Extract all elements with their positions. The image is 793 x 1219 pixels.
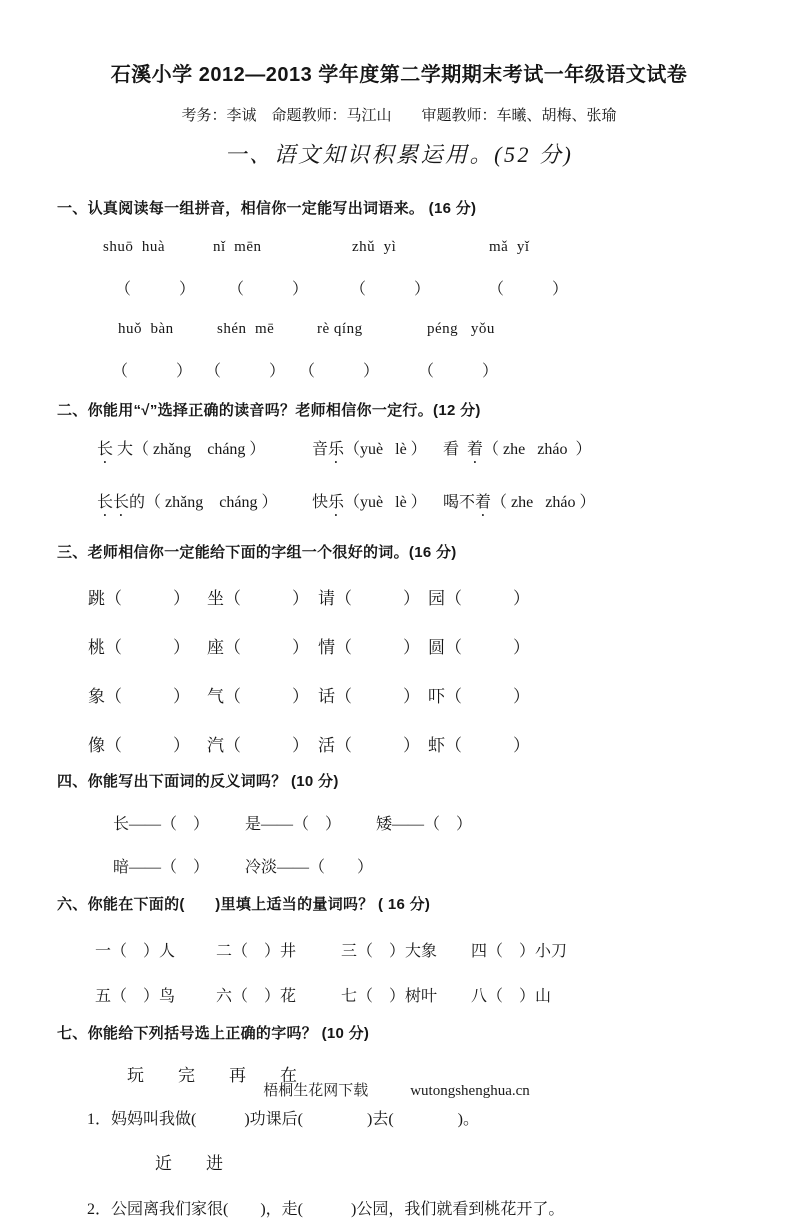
antonym-item: 暗——（ ） [113,859,210,876]
word-build-cell [428,731,741,756]
antonym-item: 矮——（ ） [376,816,473,833]
choice-text: （yuè lè ） [344,441,427,458]
given-char: 活 [318,736,335,755]
answer-blank: （ ） [335,687,420,706]
choice-text: （ zhe zháo ） [491,494,596,511]
pronunciation-item [312,489,443,520]
pronunciation-item [443,489,741,520]
answer-blank: （ ） [224,687,309,706]
answer-blank: （ ） [335,638,420,657]
part1-heading: 一、语文知识积累运用。(52 分) [224,142,574,167]
word-build-cell [428,633,741,658]
word-text: 喝不 [443,494,476,511]
measure-word-item: 八（ ）山 [471,988,552,1005]
given-char: 座 [207,638,224,657]
measure-word-item: 四（ ）小刀 [471,943,568,960]
answer-blank: （ ） [205,363,286,380]
measure-word-item: 六（ ）花 [216,988,297,1005]
pinyin-row-1 [57,239,741,256]
word-bank-1: 玩 完 再 在 [127,1066,297,1085]
emphasized-char: 乐 [328,441,345,458]
word-build-cell [428,584,741,609]
word-build-cell [428,682,741,707]
pinyin-item: huǒ bàn [118,321,174,337]
given-char: 气 [207,687,224,706]
answer-blank: （ ） [115,281,196,298]
antonym-item: 是——（ ） [245,816,342,833]
given-char: 吓 [428,687,445,706]
pronunciation-item [312,436,443,467]
answer-blank: （ ） [112,363,193,380]
answer-blank: （ ） [105,687,190,706]
word-build-cell [207,682,318,707]
word-build-row [57,731,741,756]
pinyin-item: shén mē [217,321,275,337]
section2-heading: 二、你能用“√”选择正确的读音吗？老师相信你一定行。(12 分) [57,402,481,419]
answer-blank: （ ） [224,589,309,608]
fill-in-sentence-2: 2．公园离我们家很( )，走( )公园，我们就看到桃花开了。 [87,1201,565,1218]
pinyin-item: shuō huà [103,239,165,255]
answer-blank: （ ） [335,589,420,608]
word-build-cell [88,731,207,756]
answer-blank: （ ） [105,638,190,657]
emphasized-char: 长 [97,441,114,458]
word-build-row [57,633,741,658]
measure-word-item: 三（ ）大象 [341,943,438,960]
choice-text: 的（ zhǎng cháng ） [129,494,278,511]
pinyin-item: rè qíng [317,321,363,337]
word-build-row [57,682,741,707]
section4-heading: 四、你能写出下面词的反义词吗？ (10 分) [57,773,339,790]
word-build-cell [318,682,428,707]
given-char: 跳 [88,589,105,608]
footer-site-url: wutongshenghua.cn [410,1083,530,1099]
word-text: 快 [312,494,329,511]
word-build-cell [207,633,318,658]
answer-blank: （ ） [105,589,190,608]
measure-word-item: 五（ ）鸟 [95,988,176,1005]
measure-word-item: 七（ ）树叶 [341,988,438,1005]
answer-blank: （ ） [445,736,530,755]
section7-heading: 七、你能给下列括号选上正确的字吗？ (10 分) [57,1025,370,1042]
staff-line: 考务：李诚 命题教师：马江山 审题教师：车曦、胡梅、张瑜 [181,108,617,124]
word-build-cell [207,731,318,756]
choice-text: （yuè lè ） [344,494,427,511]
given-char: 桃 [88,638,105,657]
answer-blank: （ ） [228,281,309,298]
word-build-cell [318,633,428,658]
section3-heading: 三、老师相信你一定能给下面的字组一个很好的词。(16 分) [57,544,457,561]
pronunciation-row-1 [57,436,741,467]
word-build-row [57,584,741,609]
answer-blank: （ ） [224,638,309,657]
measure-word-row-1 [57,938,741,961]
doc-title: 石溪小学 2012—2013 学年度第二学期期末考试一年级语文试卷 [110,64,688,86]
answer-blank: （ ） [299,363,380,380]
pinyin-row-2 [57,321,741,338]
answer-blank: （ ） [488,281,569,298]
word-bank-2: 近 进 [155,1154,223,1173]
pinyin-item: mǎ yǐ [489,239,530,255]
given-char: 圆 [428,638,445,657]
section1-heading: 一、认真阅读每一组拼音，相信你一定能写出词语来。 (16 分) [57,200,477,217]
word-text: 看 [443,441,468,458]
given-char: 请 [318,589,335,608]
measure-word-item: 二（ ）井 [216,943,297,960]
given-char: 坐 [207,589,224,608]
word-build-cell [88,633,207,658]
emphasized-char: 长 [113,494,130,511]
pronunciation-item [97,489,312,520]
pronunciation-item [443,436,741,467]
given-char: 象 [88,687,105,706]
page-footer [0,1079,793,1100]
answer-blank: （ ） [350,281,431,298]
given-char: 话 [318,687,335,706]
answer-blank: （ ） [445,687,530,706]
answer-blank-row-2 [57,358,741,381]
antonym-item: 冷淡——（ ） [245,859,374,876]
antonym-row-1 [57,811,741,834]
antonym-item: 长——（ ） [113,816,210,833]
section6-heading: 六、你能在下面的( )里填上适当的量词吗？ ( 16 分) [57,896,431,913]
fill-in-sentence-1: 1．妈妈叫我做( )功课后( )去( )。 [87,1111,479,1128]
given-char: 像 [88,736,105,755]
choice-text: （ zhe zháo ） [483,441,592,458]
word-build-cell [88,682,207,707]
antonym-row-2 [57,854,741,877]
word-build-cell [88,584,207,609]
pronunciation-item [97,436,312,467]
answer-blank-row-1 [57,276,741,299]
emphasized-char: 着 [475,494,492,511]
measure-word-row-2 [57,983,741,1006]
word-build-cell [318,584,428,609]
answer-blank: （ ） [335,736,420,755]
answer-blank: （ ） [418,363,499,380]
word-build-cell [318,731,428,756]
answer-blank: （ ） [445,589,530,608]
answer-blank: （ ） [224,736,309,755]
emphasized-char: 乐 [328,494,345,511]
given-char: 汽 [207,736,224,755]
pinyin-item: zhǔ yì [352,239,397,255]
word-build-cell [207,584,318,609]
choice-text: 大（ zhǎng cháng ） [113,441,266,458]
emphasized-char: 长 [97,494,114,511]
answer-blank: （ ） [445,638,530,657]
pronunciation-row-2 [57,489,741,520]
word-text: 音 [312,441,329,458]
pinyin-item: nǐ mēn [213,239,262,255]
footer-site-name: 梧桐生花网下载 [263,1083,369,1099]
given-char: 园 [428,589,445,608]
emphasized-char: 着 [467,441,484,458]
measure-word-item: 一（ ）人 [95,943,176,960]
given-char: 虾 [428,736,445,755]
answer-blank: （ ） [105,736,190,755]
pinyin-item: péng yǒu [427,321,495,337]
given-char: 情 [318,638,335,657]
